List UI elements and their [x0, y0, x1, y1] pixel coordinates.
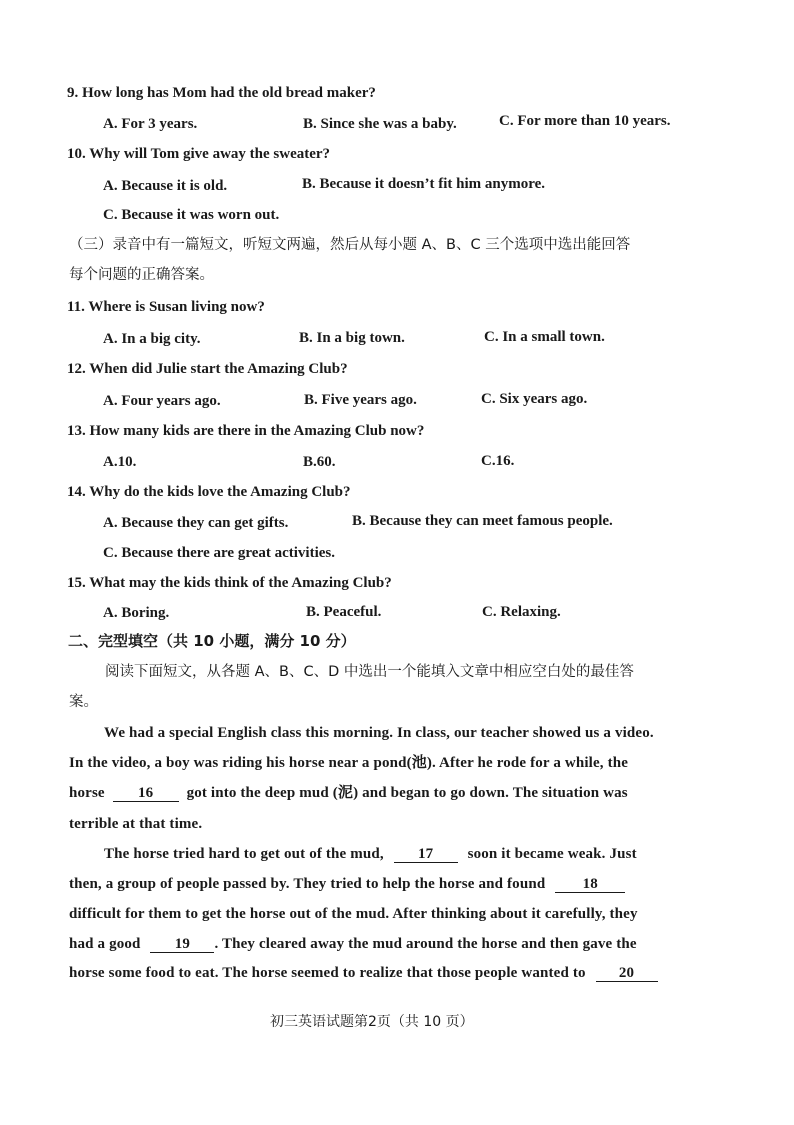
- question-11-option-b: B. In a big town.: [299, 330, 405, 346]
- question-13-option-a: A.10.: [103, 454, 137, 470]
- page-footer: 初三英语试题第2页（共 10 页）: [270, 1014, 474, 1030]
- question-10-option-a: A. Because it is old.: [103, 178, 228, 194]
- passage-p1-line-1: We had a special English class this morning. In class, our teacher showed us a video.: [104, 725, 654, 741]
- question-13-option-c: C.16.: [481, 453, 515, 469]
- part-2-instruction-line-2: 案。: [69, 694, 98, 710]
- blank-20[interactable]: 20: [596, 965, 658, 982]
- question-11-option-c: C. In a small town.: [484, 329, 605, 345]
- passage-p2-line-1: [104, 845, 637, 863]
- section-3-instruction-line-2: 每个问题的正确答案。: [69, 267, 214, 283]
- passage-p1-line-4: terrible at that time.: [69, 816, 203, 832]
- blank-17[interactable]: 17: [394, 846, 458, 863]
- question-14-option-a: A. Because they can get gifts.: [103, 515, 289, 531]
- passage-p1-line-2: In the video, a boy was riding his horse near a pond(池). After he rode for a while, the: [69, 755, 629, 771]
- question-15-option-b: B. Peaceful.: [306, 604, 382, 620]
- question-10-option-b: B. Because it doesn’t fit him anymore.: [302, 176, 546, 192]
- passage-p1-line-3-start: horse: [69, 785, 105, 801]
- passage-p2-line-3: difficult for them to get the horse out of the mud. After thinking about it carefully, they: [69, 906, 638, 922]
- passage-p1-line-3-end: got into the deep mud (泥) and began to go down. The situation was: [186, 785, 628, 801]
- passage-p2-line-2-start: then, a group of people passed by. They tried to help the horse and found: [69, 876, 546, 892]
- passage-p2-line-4-start: had a good: [69, 936, 141, 952]
- part-2-instruction-line-1: 阅读下面短文，从各题 A、B、C、D 中选出一个能填入文章中相应空白处的最佳答: [105, 664, 634, 680]
- question-12-option-b: B. Five years ago.: [304, 392, 417, 408]
- blank-18[interactable]: 18: [555, 876, 625, 893]
- passage-p2-line-5-start: horse some food to eat. The horse seemed to realize that those people wanted to: [69, 965, 586, 981]
- question-15-stem: 15. What may the kids think of the Amazing Club?: [67, 575, 392, 591]
- passage-p2-line-1-start: The horse tried hard to get out of the mud,: [104, 846, 384, 862]
- question-9-option-c: C. For more than 10 years.: [499, 113, 671, 129]
- question-13-option-b: B.60.: [303, 454, 336, 470]
- passage-p2-line-5: [69, 964, 658, 982]
- passage-p2-line-4-end: . They cleared away the mud around the horse and then gave the: [214, 936, 637, 952]
- blank-16[interactable]: 16: [113, 785, 179, 802]
- question-12-stem: 12. When did Julie start the Amazing Club?: [67, 361, 348, 377]
- question-15-option-c: C. Relaxing.: [482, 604, 561, 620]
- question-10-option-c: C. Because it was worn out.: [103, 207, 280, 223]
- question-9-stem: 9. How long has Mom had the old bread maker?: [67, 85, 376, 101]
- question-13-stem: 13. How many kids are there in the Amazing Club now?: [67, 423, 425, 439]
- blank-19[interactable]: 19: [150, 936, 214, 953]
- passage-p2-line-2: [69, 875, 625, 893]
- question-15-option-a: A. Boring.: [103, 605, 170, 621]
- passage-p2-line-1-end: soon it became weak. Just: [467, 846, 637, 862]
- part-2-heading: 二、完型填空（共 10 小题，满分 10 分）: [68, 632, 356, 650]
- question-14-option-c: C. Because there are great activities.: [103, 545, 336, 561]
- passage-p2-line-4: [69, 935, 637, 953]
- question-10-stem: 10. Why will Tom give away the sweater?: [67, 146, 331, 162]
- passage-p1-line-3: [69, 784, 628, 802]
- question-11-option-a: A. In a big city.: [103, 331, 201, 347]
- question-14-option-b: B. Because they can meet famous people.: [352, 513, 613, 529]
- question-11-stem: 11. Where is Susan living now?: [67, 299, 265, 315]
- question-9-option-b: B. Since she was a baby.: [303, 116, 457, 132]
- section-3-instruction-line-1: （三）录音中有一篇短文，听短文两遍，然后从每小题 A、B、C 三个选项中选出能回答: [69, 237, 631, 253]
- question-12-option-a: A. Four years ago.: [103, 393, 221, 409]
- question-12-option-c: C. Six years ago.: [481, 391, 588, 407]
- question-9-option-a: A. For 3 years.: [103, 116, 198, 132]
- question-14-stem: 14. Why do the kids love the Amazing Club?: [67, 484, 351, 500]
